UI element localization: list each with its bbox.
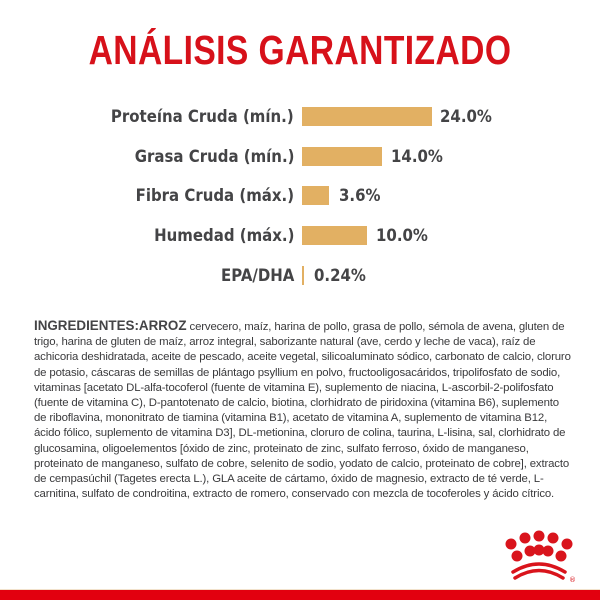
page-title: ANÁLISIS GARANTIZADO [88,27,512,73]
row-label: Humedad (máx.) [153,226,294,246]
brand-bottom-strip [0,590,600,600]
chart-row-fat [0,145,600,169]
row-label: Grasa Cruda (mín.) [134,147,294,167]
bar-moisture [302,226,367,245]
ingredients-block [34,318,574,502]
row-label: Proteína Cruda (mín.) [111,107,294,127]
row-label: EPA/DHA [220,266,294,286]
chart-row-moisture [0,224,600,248]
row-value: 0.24% [314,266,366,286]
row-value: 3.6% [339,186,381,206]
chart-row-epa-dha [0,264,600,288]
bar-protein [302,107,432,126]
ingredients-heading: INGREDIENTES:ARROZ [34,318,187,333]
royal-canin-crown-icon [499,530,579,586]
row-value: 14.0% [391,147,443,167]
row-value: 10.0% [376,226,428,246]
row-value: 24.0% [440,107,492,127]
bar-fiber [302,186,329,205]
chart-row-fiber [0,184,600,208]
chart-row-protein [0,105,600,129]
bar-fat [302,147,382,166]
bar-epa-dha [302,266,304,285]
registered-mark: ® [569,576,576,584]
ingredients-text: cervecero, maíz, harina de pollo, grasa de pollo, sémola de avena, gluten de trigo, harina de gluten de maíz, arroz integral, saborizante natural (ave, cerdo y leche de vaca), raíz de achicoria deshidratada, aceite de pescado, aceite vegetal, silicoaluminato sódico, carbonato de calcio, cloruro de potasio, cáscaras de semillas de plántago psyllium en polvo, fructooligosacáridos, tripolifosfato de sodio, vitaminas [acetato DL-alfa-tocoferol (fuente de vitamina E), suplemento de niacina, L-ascorbil-2-polifosfato (fuente de vitamina C), D-pantotenato de calcio, biotina, clorhidrato de piridoxina (vitamina B6), suplemento de riboflavina, mononitrato de tiamina (vitamina B1), acetato de vitamina A, suplemento de vitamina B12, ácido fólico, suplemento de vitamina D3], DL-metionina, cloruro de colina, taurina, L-lisina, sal, clorhidrato de glucosamina, oligoelementos [óxido de zinc, proteinato de zinc, sulfato ferroso, óxido de manganeso, proteinato de manganeso, sulfato de cobre, selenito de sodio, yodato de calcio, proteinato de cobre], extracto de cempasúchil (Tagetes erecta L.), GLA aceite de cártamo, óxido de magnesio, extracto de té verde, L-carnitina, sulfato de condroitina, extracto de romero, conservado con mezcla de tocoferoles y ácido cítrico. [34,321,571,501]
row-label: Fibra Cruda (máx.) [135,186,294,206]
